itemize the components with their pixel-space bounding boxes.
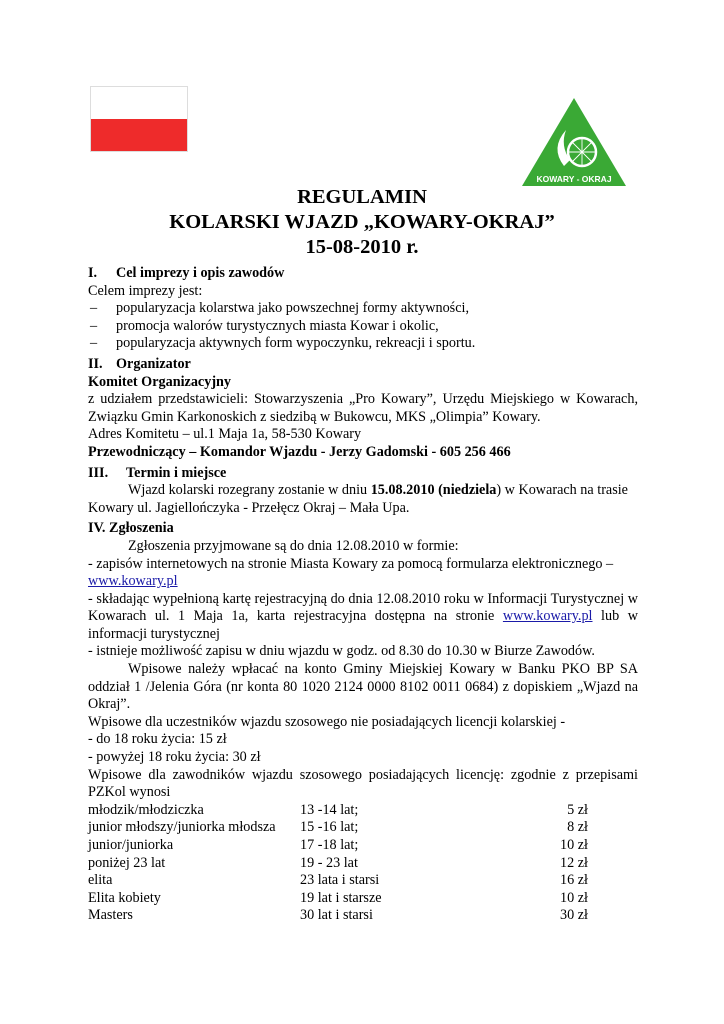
fee-amount: 12 zł: [560, 854, 588, 871]
section-4-p4: - istnieje możliwość zapisu w dniu wjazdu w godz. od 8.30 do 10.30 w Biurze Zawodów.: [88, 643, 595, 660]
section-4-p3: - składając wypełnioną kartę rejestracyjną do dnia 12.08.2010 roku w Informacji Turystycznej w Kowarach ul. 1 Maja 1a, karta rejestracyjna dostępna na stronie www.kowary.pl lub w informacji turystycznej: [88, 590, 638, 642]
flag-white-stripe: [91, 87, 187, 119]
fee-table: [88, 802, 588, 925]
table-row: [88, 890, 588, 908]
section-4-p8: - powyżej 18 roku życia: 30 zł: [88, 749, 261, 766]
fee-age-range: 13 -14 lat;: [300, 801, 359, 818]
fee-age-range: 17 -18 lat;: [300, 837, 359, 853]
logo-text: KOWARY - OKRAJ: [536, 174, 612, 184]
fee-amount: 10 zł: [560, 837, 588, 853]
section-4-p5: Wpisowe należy wpłacać na konto Gminy Miejskiej Kowary w Banku PKO BP SA oddział 1 /Jelenia Góra (nr konta 80 1020 2124 0000 8102 0011 0684) z dopiskiem „Wjazd na Okraj”.: [88, 661, 638, 713]
list-item: – promocja walorów turystycznych miasta Kowar i okolic,: [88, 318, 638, 336]
section-2-text: z udziałem przedstawicieli: Stowarzyszenia „Pro Kowary”, Urzędu Miejskiego w Kowarach, Związku Gmin Karkonoskich z siedzibą w Bukowcu, MKS „Olimpia” Kowary.: [88, 391, 638, 425]
fee-amount: 5 zł: [567, 801, 588, 818]
fee-category: młodzik/młodziczka: [88, 801, 204, 818]
section-3-heading: III. Termin i miejsce: [88, 464, 227, 481]
section-4-p6: Wpisowe dla uczestników wjazdu szosowego nie posiadających licencji kolarskiej -: [88, 713, 566, 730]
title-line-3: 15-08-2010 r.: [305, 236, 419, 258]
table-row: [88, 855, 588, 873]
fee-category: junior młodszy/juniorka młodsza: [88, 819, 276, 836]
section-2-address: Adres Komitetu – ul.1 Maja 1a, 58-530 Kowary: [88, 426, 362, 443]
section-4-p9: Wpisowe dla zawodników wjazdu szosowego posiadających licencję: zgodnie z przepisami PZKol wynosi: [88, 766, 638, 801]
section-4-heading: IV. Zgłoszenia: [88, 520, 174, 537]
table-row: [88, 837, 588, 855]
kowary-link-2[interactable]: www.kowary.pl: [502, 608, 593, 625]
list-item: – popularyzacja aktywnych form wypoczynku, rekreacji i sportu.: [88, 335, 638, 353]
fee-age-range: 15 -16 lat;: [300, 819, 359, 836]
section-2-heading: II. Organizator: [88, 355, 191, 372]
section-1-intro: Celem imprezy jest:: [88, 282, 203, 299]
fee-age-range: 23 lata i starsi: [300, 872, 380, 889]
fee-amount: 10 zł: [560, 889, 588, 906]
title-line-1: REGULAMIN: [297, 186, 427, 208]
flag-red-stripe: [91, 119, 187, 151]
fee-amount: 8 zł: [567, 819, 588, 836]
table-row: [88, 872, 588, 890]
fee-category: poniżej 23 lat: [88, 854, 166, 871]
fee-age-range: 30 lat i starsi: [300, 907, 373, 924]
fee-age-range: 19 - 23 lat: [300, 854, 358, 871]
fee-category: Elita kobiety: [88, 889, 161, 906]
section-3-text: Wjazd kolarski rozegrany zostanie w dniu 15.08.2010 (niedziela) w Kowarach na trasie Kowary ul. Jagiellończyka - Przełęcz Okraj – Mała Upa.: [88, 482, 628, 516]
table-row: [88, 907, 588, 925]
list-item: – popularyzacja kolarstwa jako powszechnej formy aktywności,: [88, 300, 638, 318]
polish-flag: [90, 86, 188, 152]
section-2-chair: Przewodniczący – Komandor Wjazdu - Jerzy Gadomski - 605 256 466: [88, 443, 511, 460]
section-4-link-line: [88, 573, 638, 591]
fee-category: junior/juniorka: [88, 837, 174, 853]
fee-amount: 30 zł: [560, 907, 588, 924]
section-4-p2: - zapisów internetowych na stronie Miasta Kowary za pomocą formularza elektronicznego –: [88, 555, 614, 572]
fee-category: elita: [88, 872, 113, 889]
kowary-okraj-logo: [520, 96, 628, 188]
fee-category: Masters: [88, 907, 133, 924]
title-line-2: KOLARSKI WJAZD „KOWARY-OKRAJ”: [169, 211, 555, 233]
section-1-heading: I. Cel imprezy i opis zawodów: [88, 265, 285, 281]
document-body: [88, 262, 638, 925]
kowary-link[interactable]: www.kowary.pl: [88, 573, 178, 590]
section-4-p7: - do 18 roku życia: 15 zł: [88, 731, 227, 748]
table-row: [88, 802, 588, 820]
section-4-p1: Zgłoszenia przyjmowane są do dnia 12.08.2010 w formie:: [128, 537, 459, 554]
fee-amount: 16 zł: [560, 872, 588, 889]
logo-spokes: [568, 138, 596, 166]
table-row: [88, 819, 588, 837]
section-2-subheading: Komitet Organizacyjny: [88, 373, 232, 390]
fee-age-range: 19 lat i starsze: [300, 889, 382, 906]
